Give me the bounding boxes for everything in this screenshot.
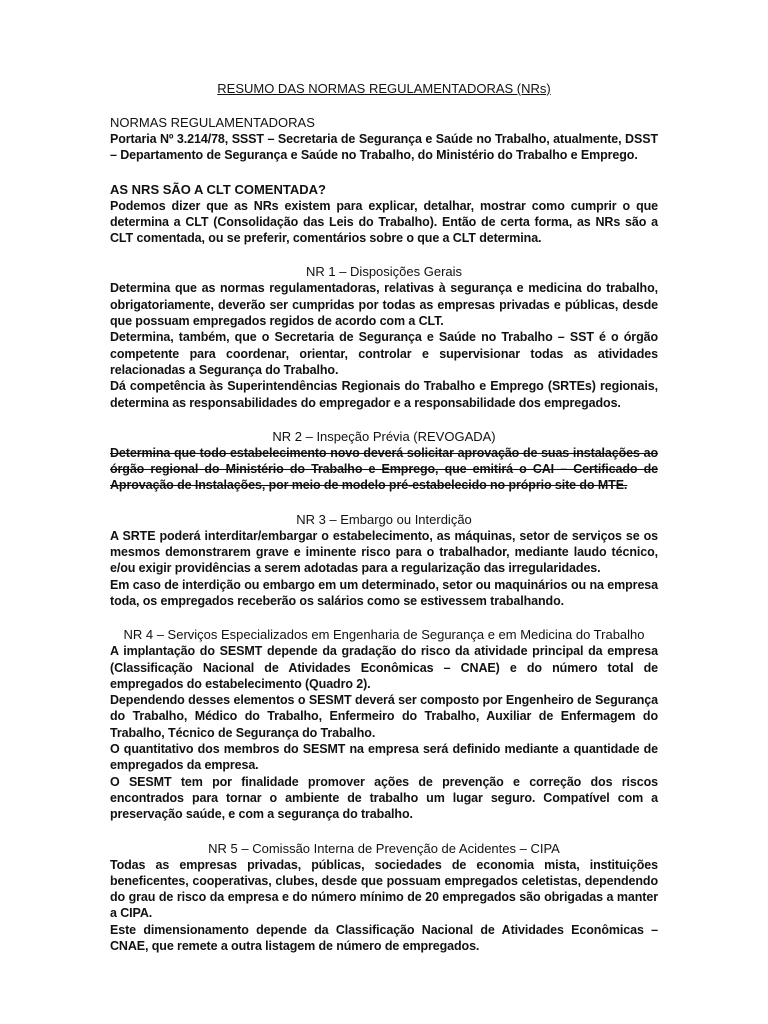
clt-heading: AS NRS SÃO A CLT COMENTADA?	[110, 181, 326, 197]
nr1-paragraph-3: Dá competência às Superintendências Regionais do Trabalho e Emprego (SRTEs) regionais, determina as responsabilidades do empregador e a responsabilidade dos empregados.	[110, 379, 658, 410]
nr1-paragraph-1: Determina que as normas regulamentadoras, relativas à segurança e medicina do trabalho, obrigatoriamente, deverão ser cumpridas por todas as empresas privadas e públicas, desde que possuam empregados regidos de acordo com a CLT.	[110, 281, 658, 329]
nr1-heading: NR 1 – Disposições Gerais	[305, 264, 463, 280]
section-nr5	[110, 840, 658, 955]
document-title: RESUMO DAS NORMAS REGULAMENTADORAS (NRs)	[217, 81, 551, 96]
nr1-paragraph-2: Determina, também, que o Secretaria de Segurança e Saúde no Trabalho – SST é o órgão competente para coordenar, orientar, controlar e supervisionar todas as atividades relacionadas a Segurança do Trabalho.	[110, 330, 658, 377]
section-nr3	[110, 511, 658, 609]
nr3-heading: NR 3 – Embargo ou Interdição	[296, 511, 472, 527]
clt-paragraph: Podemos dizer que as NRs existem para explicar, detalhar, mostrar como cumprir o que determina a CLT (Consolidação das Leis do Trabalho). Então de certa forma, as NRs são a CLT comentada, ou se preferir, comentários sobre o que a CLT determina.	[110, 198, 658, 246]
nr4-paragraph-2: Dependendo desses elementos o SESMT deverá ser composto por Engenheiro de Segurança do Trabalho, Médico do Trabalho, Enfermeiro do Trabalho, Auxiliar de Enfermagem do Trabalho, Técnico de Segurança do Trabalho.	[110, 693, 658, 740]
intro-heading: NORMAS REGULAMENTADORAS	[110, 115, 315, 130]
nr4-paragraph-4: O SESMT tem por finalidade promover ações de prevenção e correção dos riscos encontrados para tornar o ambiente de trabalho um lugar seguro. Compatível com a preservação saúde, e com a segurança do trabalho.	[110, 774, 658, 822]
section-clt	[110, 181, 658, 247]
intro-paragraph: Portaria Nº 3.214/78, SSST – Secretaria de Segurança e Saúde no Trabalho, atualmente, DSST – Departamento de Segurança e Saúde no Trabalho, do Ministério do Trabalho e Emprego.	[110, 132, 658, 163]
section-nr4	[110, 626, 658, 822]
nr5-paragraph-2: Este dimensionamento depende da Classificação Nacional de Atividades Econômicas – CNAE, que remete a outra listagem de número de empregados.	[110, 922, 658, 953]
nr2-heading: NR 2 – Inspeção Prévia (REVOGADA)	[272, 428, 496, 444]
nr3-paragraph-2: Em caso de interdição ou embargo em um determinado, setor ou maquinários ou na empresa toda, os empregados receberão os salários como se estivessem trabalhando.	[110, 577, 658, 608]
section-nr1	[110, 263, 658, 410]
nr5-paragraph-1: Todas as empresas privadas, públicas, sociedades de economia mista, instituições beneficentes, cooperativas, clubes, desde que possuam empregados celetistas, dependendo do grau de risco da empresa e do número mínimo de 20 empregados são obrigadas a manter a CIPA.	[110, 857, 658, 921]
nr4-paragraph-3: O quantitativo dos membros do SESMT na empresa será definido mediante a quantidade de empregados da empresa.	[110, 742, 658, 773]
section-intro	[110, 114, 658, 164]
nr4-paragraph-1: A implantação do SESMT depende da gradação do risco da atividade principal da empresa (Classificação Nacional de Atividades Econômicas – CNAE) e do número total de empregados do estabelecimento (Quadro 2).	[110, 644, 658, 691]
nr4-heading: NR 4 – Serviços Especializados em Engenharia de Segurança e em Medicina do Trabalho	[123, 627, 645, 643]
section-nr2	[110, 428, 658, 494]
nr5-heading: NR 5 – Comissão Interna de Prevenção de Acidentes – CIPA	[208, 840, 560, 856]
nr3-paragraph-1: A SRTE poderá interditar/embargar o estabelecimento, as máquinas, setor de serviços se os mesmos demonstrarem grave e iminente risco para o trabalhador, mediante laudo técnico, e/ou exigir providências a serem adotadas para a regularização das irregularidades.	[110, 528, 658, 576]
nr2-paragraph-revoked: Determina que todo estabelecimento novo deverá solicitar aprovação de suas instalações ao órgão regional do Ministério do Trabalho e Emprego, que emitirá o CAI – Certificado de Aprovação de Instalações, por meio de modelo pré-estabelecido no próprio site do MTE.	[110, 445, 658, 493]
